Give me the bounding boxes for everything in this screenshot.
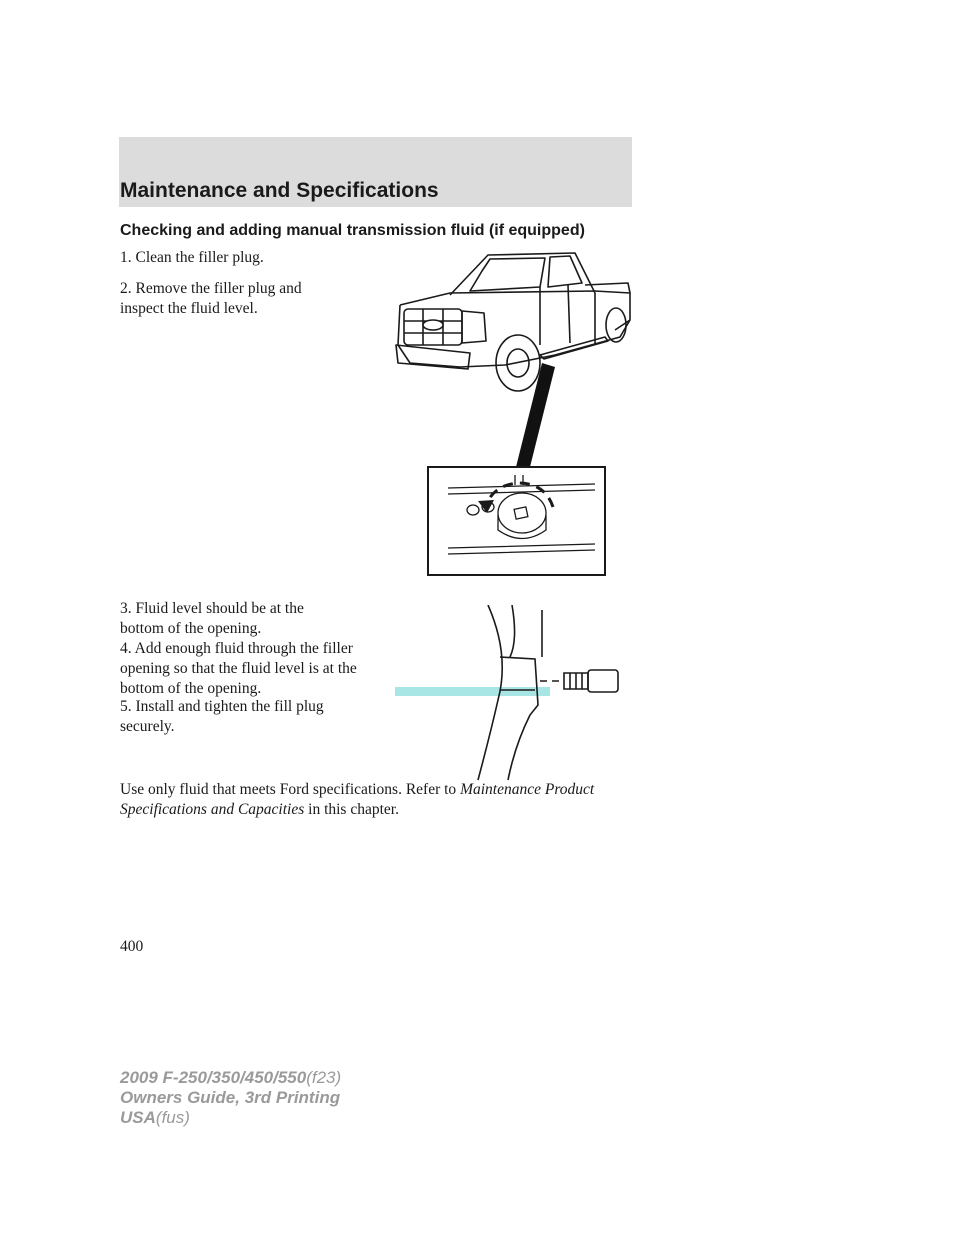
footer-model: 2009 F-250/350/450/550 (120, 1068, 307, 1087)
fluid-level-line (395, 687, 550, 696)
footer-line-2: Owners Guide, 3rd Printing (120, 1088, 341, 1107)
section-heading: Checking and adding manual transmission fluid (if equipped) (120, 222, 585, 239)
page-header-title: Maintenance and Specifications (120, 179, 439, 202)
document-footer (120, 1068, 341, 1128)
footer-line-3 (120, 1108, 341, 1128)
fluid-level-cross-section-illustration (390, 605, 630, 785)
footer-model-code: (f23) (306, 1068, 342, 1087)
footer-region-code: (fus) (155, 1108, 190, 1127)
step-3: 3. Fluid level should be at the bottom of the opening. (120, 600, 304, 637)
step-4: 4. Add enough fluid through the filler opening so that the fluid level is at the bottom of the opening. (120, 640, 357, 697)
note-text-end: in this chapter. (308, 801, 399, 818)
capacities-reference: Maintenance Product Specifications and Capacities (120, 781, 595, 818)
fluid-spec-note (120, 780, 620, 820)
step-5: 5. Install and tighten the fill plug securely. (120, 698, 324, 735)
footer-line-1 (120, 1068, 341, 1088)
footer-region: USA (120, 1108, 156, 1127)
page-number: 400 (120, 938, 144, 955)
truck-underside-filler-plug-illustration (390, 245, 640, 580)
step-1: 1. Clean the filler plug. (120, 249, 264, 266)
note-text: Use only fluid that meets Ford specifications. Refer to (120, 781, 457, 798)
step-2: 2. Remove the filler plug and inspect the fluid level. (120, 280, 302, 317)
